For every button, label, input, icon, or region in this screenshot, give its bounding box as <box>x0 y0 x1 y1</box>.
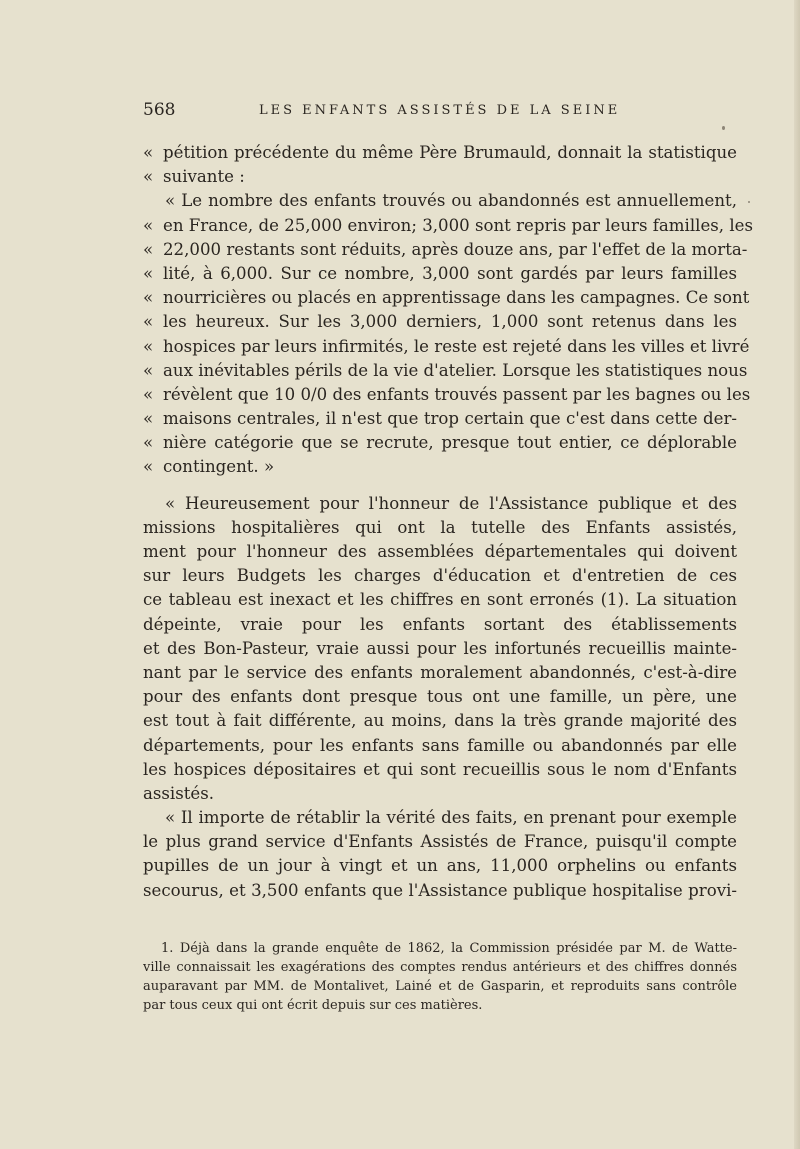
quote-line: « révèlent que 10 0/0 des enfants trouvés passent par les bagnes ou les <box>143 384 751 404</box>
paragraph-line: « Heureusement pour l'honneur de l'Assistance publique et des <box>165 493 737 513</box>
quote-line: « maisons centrales, il n'est que trop certain que c'est dans cette der- <box>143 409 737 429</box>
footnote-line: ville connaissait les exagérations des comptes rendus antérieurs et des chiffres donnés <box>143 960 737 975</box>
paragraph-line: ment pour l'honneur des assemblées départementales qui doivent <box>143 542 737 561</box>
quote-line: « suivante : <box>143 167 245 187</box>
page-number: 568 <box>143 100 176 120</box>
paragraph-line: est tout à fait différente, au moins, dans la très grande majorité des <box>143 711 737 731</box>
page-edge <box>794 0 800 1149</box>
quote-line: « pétition précédente du même Père Brumauld, donnait la statistique <box>143 143 737 162</box>
paragraph-line: ce tableau est inexact et les chiffres en sont erronés (1). La situation <box>143 590 737 610</box>
quote-line: « nourricières ou placés en apprentissage dans les campagnes. Ce sont <box>143 288 750 308</box>
quote-line: « 22,000 restants sont réduits, après douze ans, par l'effet de la morta- <box>143 239 748 259</box>
paragraph-line: sur leurs Budgets les charges d'éducation et d'entretien de ces <box>143 566 737 586</box>
quote-line: « les heureux. Sur les 3,000 derniers, 1,000 sont retenus dans les <box>143 312 737 332</box>
footnote-line: auparavant par MM. de Montalivet, Lainé et de Gasparin, et reproduits sans contrôle <box>143 979 737 994</box>
page-header <box>143 100 739 126</box>
quote-line: « en France, de 25,000 environ; 3,000 sont repris par leurs familles, les <box>143 215 753 235</box>
quote-line: « aux inévitables périls de la vie d'atelier. Lorsque les statistiques nous <box>143 360 748 380</box>
paragraph-line: pour des enfants dont presque tous ont une famille, un père, une <box>143 687 737 707</box>
paragraph-line: dépeinte, vraie pour les enfants sortant des établissements <box>143 614 737 634</box>
paragraph-line: missions hospitalières qui ont la tutelle des Enfants assistés, <box>143 517 737 537</box>
quote-line: « contingent. » <box>143 457 275 477</box>
paragraph-line: et des Bon-Pasteur, vraie aussi pour les infortunés recueillis mainte- <box>143 638 737 658</box>
quote-first-line: « Le nombre des enfants trouvés ou abandonnés est annuellement, <box>165 191 737 211</box>
quote-line: « lité, à 6,000. Sur ce nombre, 3,000 sont gardés par leurs familles <box>143 263 737 283</box>
body-text <box>143 141 753 903</box>
paper-speck <box>722 126 725 130</box>
running-title: LES ENFANTS ASSISTÉS DE LA SEINE <box>259 103 621 118</box>
paper-speck <box>748 201 750 203</box>
paragraph-line: les hospices dépositaires et qui sont recueillis sous le nom d'Enfants <box>143 759 737 779</box>
paragraph-line: assistés. <box>143 783 215 803</box>
footnote <box>143 939 737 1015</box>
paragraph-line: le plus grand service d'Enfants Assistés de France, puisqu'il compte <box>143 832 737 852</box>
quote-line: « hospices par leurs infirmités, le reste est rejeté dans les villes et livré <box>143 336 750 356</box>
paragraph-line: pupilles de un jour à vingt et un ans, 11,000 orphelins ou enfants <box>143 856 737 876</box>
paragraph-line: secourus, et 3,500 enfants que l'Assistance publique hospitalise provi- <box>143 880 737 900</box>
paragraph-line: départements, pour les enfants sans famille ou abandonnés par elle <box>143 735 737 755</box>
paragraph-line: « Il importe de rétablir la vérité des faits, en prenant pour exemple <box>165 808 737 828</box>
footnote-line: par tous ceux qui ont écrit depuis sur ces matières. <box>143 998 483 1013</box>
quote-line: « nière catégorie que se recrute, presque tout entier, ce déplorable <box>143 433 737 453</box>
paragraph-line: nant par le service des enfants moralement abandonnés, c'est-à-dire <box>143 662 737 682</box>
footnote-line: 1. Déjà dans la grande enquête de 1862, la Commission présidée par M. de Watte- <box>161 941 737 956</box>
